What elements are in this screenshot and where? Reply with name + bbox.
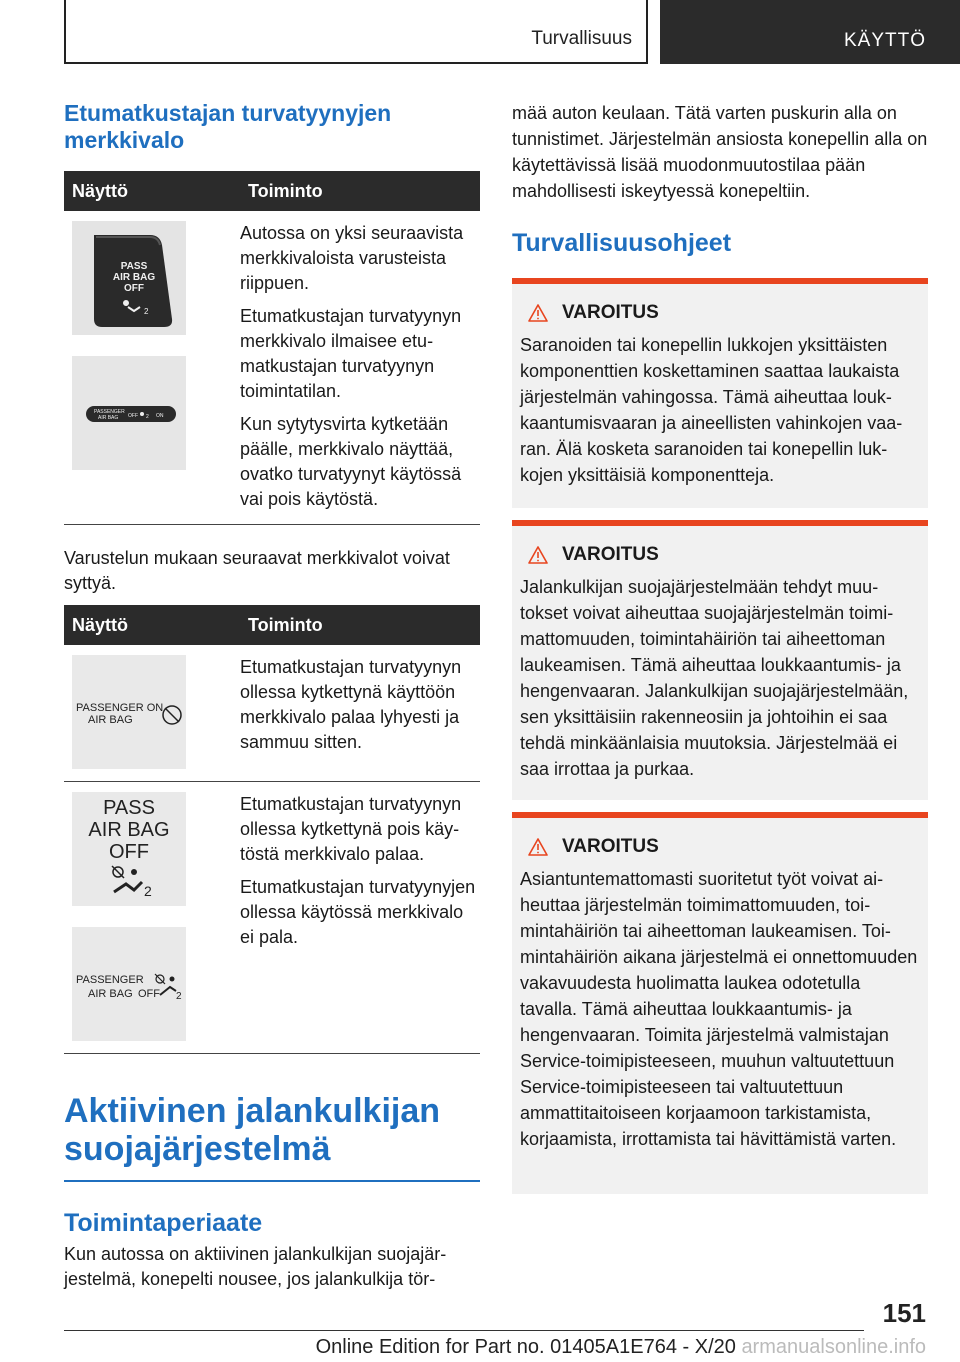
warning-text: Jalankulkijan suojajärjestelmään tehdyt muutokset voivat aiheuttaa suojajärjestelmän toimimattomuuden, toimintahäiriön tai aiheettoman laukeamisen. Tämä aiheuttaa loukkaantumis- ja hengenvaaran. Jalankulkijan suojajärjestelmään, sen yksittäisiin rakenneosiin ja johtoihin ei saa tehdä minkäänlaisia muutoksia. Järjestelmää ei saa irrottaa ja purkaa. <box>520 577 909 779</box>
chapter-heading-pedestrian-protection: Aktiivinen jalankulkijan suojajärjestelmä <box>64 1092 441 1168</box>
warning-text: Saranoiden tai konepellin lukkojen yksittäisten komponenttien koskettaminen saattaa laukaista järjestelmän vahingossa. Tämä aiheuttaa loukkaantumisvaaran ja aineellisten vahinkojen vaaran. Älä kosketa saranoiden tai konepellin lukkojen yksittäisiä komponentteja. <box>520 335 903 485</box>
warning-title-text: VAROITUS <box>562 836 659 857</box>
warning-title-text: VAROITUS <box>562 544 659 565</box>
svg-text:OFF: OFF <box>128 413 138 419</box>
footer-edition-text <box>316 1336 926 1359</box>
indicator-table-1 <box>64 171 480 525</box>
svg-text:AIR BAG: AIR BAG <box>112 272 156 283</box>
warning-box <box>512 520 928 800</box>
description-paragraph: Kun sytytysvirta kytketään päälle, merkkivalo näyttää, ovatko turvatyynyt käytössä vai pois käytöstä. <box>240 414 462 509</box>
indicator-image-pass-airbag-off-dark <box>72 221 186 335</box>
warning-title-text: VAROITUS <box>562 302 659 323</box>
svg-text:PASSENGER ON: PASSENGER ON <box>76 702 164 714</box>
table-header-function: Toiminto <box>238 171 480 211</box>
header-chapter-title: KÄYTTÖ <box>843 30 926 51</box>
warning-title <box>520 544 920 566</box>
page-number: 151 <box>882 1298 926 1328</box>
warning-box <box>512 278 928 508</box>
passenger-airbag-off-icon <box>72 927 186 1041</box>
table-row <box>64 645 480 782</box>
warning-text: Asiantuntemattomasti suoritetut työt voivat aiheuttaa järjestelmän toimimattomuuden, toimintahäiriön tai aiheettoman laukeamisen. Toimintahäiriön aikana järjestelmä ei onnettomuuden vakavuudesta huolimatta laukea odotetulla tavalla. Tämä aiheuttaa loukkaantumis- ja hengenvaaran. Toimita järjestelmä valmistajan Service-toimipisteeseen, muuhun valtuutettuun Service-toimipisteeseen tai valtuutettuun ammattitaitoiseen korjaamoon tarkistamista, korjaamista, irrottamista tai hävittämistä varten. <box>520 869 918 1149</box>
header-section-box <box>64 0 648 64</box>
passenger-airbag-on-icon <box>72 655 186 769</box>
pass-airbag-off-icon <box>72 792 186 906</box>
table-row <box>64 211 480 525</box>
header-section-title: Turvallisuus <box>531 28 632 49</box>
passenger-airbag-strip-icon <box>72 356 186 470</box>
svg-text:2: 2 <box>146 414 149 420</box>
body-paragraph-continued: mää auton keulaan. Tätä varten puskurin alla on tunnistimet. Järjestelmän ansiosta konepellin alla on käytettävissä lisää muodonmuutostilaa pään mahdollisesti iskeytyessä konepeltiin. <box>512 103 928 201</box>
section-heading-safety-notes: Turvallisuusohjeet <box>512 229 732 257</box>
body-paragraph: Kun autossa on aktiivinen jalankulkijan suojajärjestelmä, konepelti nousee, jos jalankulkija tör- <box>64 1244 447 1289</box>
warning-triangle-icon <box>528 304 548 322</box>
warning-box <box>512 812 928 1194</box>
left-column <box>64 100 480 1292</box>
table-cell-images <box>64 645 238 782</box>
svg-text:2: 2 <box>176 991 182 1002</box>
svg-text:AIR BAG: AIR BAG <box>88 714 133 726</box>
svg-text:AIR BAG: AIR BAG <box>88 988 133 1000</box>
table-header-row <box>64 605 480 645</box>
indicator-image-passenger-airbag-strip <box>72 356 186 470</box>
table-cell-description <box>238 645 480 782</box>
table-cell-images <box>64 211 238 525</box>
table-header-display: Näyttö <box>64 605 238 645</box>
description-paragraph: Etumatkustajan turvatyynyn ollessa kytkettynä käyttöön merkkivalo palaa lyhyesti ja sammuu sitten. <box>240 657 462 752</box>
table-row <box>64 782 480 1054</box>
footer-watermark: armanualsonline.info <box>741 1336 926 1358</box>
description-paragraph: Etumatkustajan turvatyynyjen ollessa käytössä merkkivalo ei pala. <box>240 877 476 947</box>
description-paragraph: Autossa on yksi seuraavista merkkivaloista varusteista riippuen. <box>240 223 464 293</box>
table-cell-description <box>238 782 480 1054</box>
table-header-function: Toiminto <box>238 605 480 645</box>
heading-rule <box>64 1180 480 1182</box>
header-chapter-box <box>660 0 960 64</box>
warning-triangle-icon <box>528 546 548 564</box>
indicator-image-pass-airbag-off <box>72 792 186 906</box>
description-paragraph: Etumatkustajan turvatyynyn merkkivalo ilmaisee etumatkustajan turvatyynyn toimintatilan. <box>240 306 462 401</box>
table-header-row <box>64 171 480 211</box>
right-column <box>512 100 928 1194</box>
footer-rule <box>64 1330 864 1331</box>
svg-text:AIR BAG: AIR BAG <box>98 415 119 421</box>
indicator-image-passenger-airbag-off <box>72 927 186 1041</box>
table-cell-images <box>64 782 238 1054</box>
footer-edition: Online Edition for Part no. 01405A1E764 - X/20 <box>315 1336 736 1358</box>
svg-text:PASS: PASS <box>120 261 148 272</box>
subheading-operating-principle: Toimintaperiaate <box>64 1209 263 1237</box>
indicator-table-2 <box>64 605 480 1054</box>
svg-text:OFF: OFF <box>109 841 149 863</box>
svg-text:OFF: OFF <box>124 283 144 294</box>
svg-text:PASSENGER: PASSENGER <box>76 974 144 986</box>
table-header-display: Näyttö <box>64 171 238 211</box>
svg-text:ON: ON <box>156 413 164 419</box>
section-heading-airbag-indicator: Etumatkustajan turvatyynyjen merkkivalo <box>64 100 392 153</box>
svg-text:PASS: PASS <box>103 797 155 819</box>
svg-text:2: 2 <box>144 307 149 316</box>
svg-text:PASSENGER: PASSENGER <box>94 409 125 415</box>
svg-text:AIR BAG: AIR BAG <box>88 819 170 841</box>
table-cell-description <box>238 211 480 525</box>
warning-title <box>520 302 920 324</box>
intro-paragraph: Varustelun mukaan seuraavat merkkivalot voivat syttyä. <box>64 548 450 593</box>
description-paragraph: Etumatkustajan turvatyynyn ollessa kytkettynä pois käytöstä merkkivalo palaa. <box>240 794 462 864</box>
pass-airbag-off-switch-icon <box>72 221 186 335</box>
svg-text:2: 2 <box>144 883 152 899</box>
svg-text:OFF: OFF <box>138 988 160 1000</box>
warning-title <box>520 836 920 858</box>
warning-triangle-icon <box>528 838 548 856</box>
indicator-image-passenger-airbag-on <box>72 655 186 769</box>
